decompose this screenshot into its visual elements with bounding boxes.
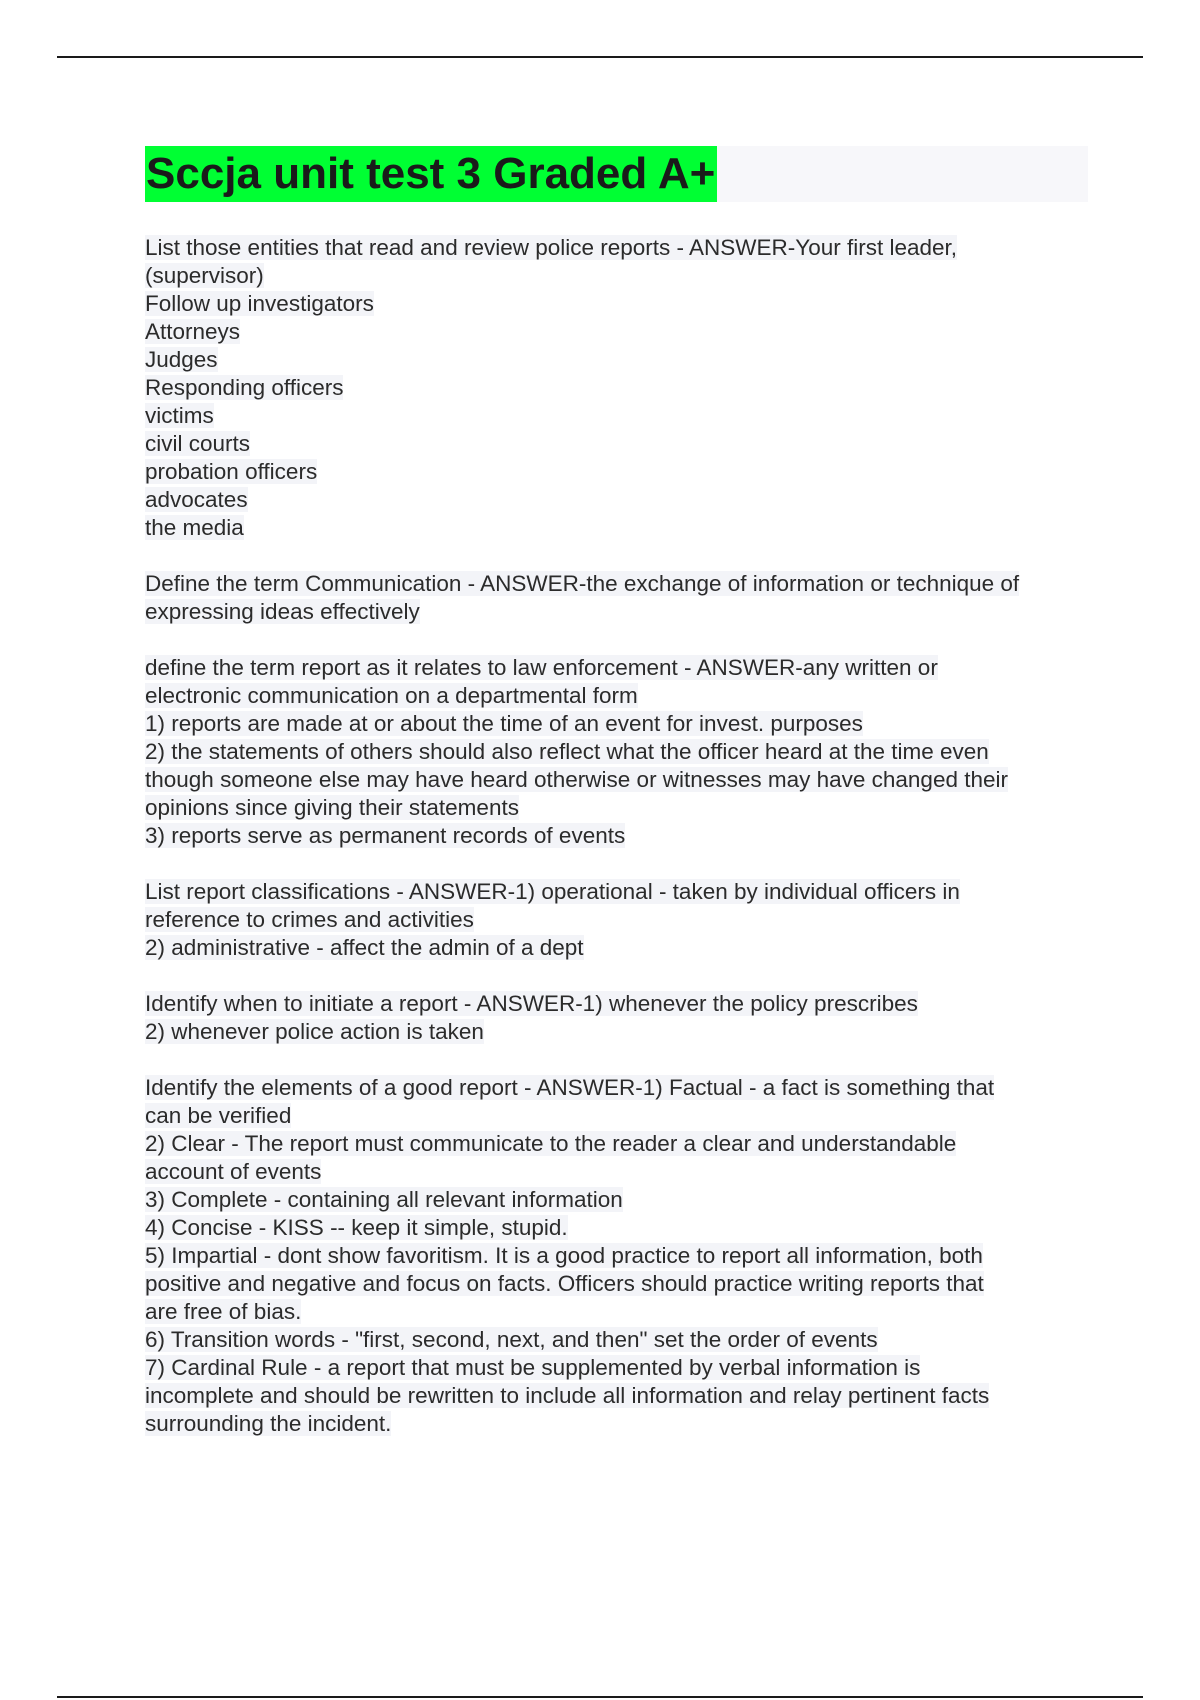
qa-entry-report-definition	[145, 654, 1095, 850]
page-title: Sccja unit test 3 Graded A+	[145, 146, 717, 202]
text-line: expressing ideas effectively	[145, 599, 420, 624]
text-line: are free of bias.	[145, 1299, 302, 1324]
text-line: opinions since giving their statements	[145, 795, 519, 820]
text-line: positive and negative and focus on facts. Officers should practice writing reports that	[145, 1271, 984, 1296]
text-line: Attorneys	[145, 319, 241, 344]
text-line: Responding officers	[145, 375, 344, 400]
text-line: 2) administrative - affect the admin of a dept	[145, 935, 584, 960]
qa-entry-good-report	[145, 1074, 1095, 1438]
text-line: though someone else may have heard otherwise or witnesses may have changed their	[145, 767, 1008, 792]
document-body	[145, 234, 1095, 1466]
qa-entry-entities	[145, 234, 1095, 542]
text-line: 2) the statements of others should also reflect what the officer heard at the time even	[145, 739, 989, 764]
text-line: 3) reports serve as permanent records of events	[145, 823, 626, 848]
text-line: (supervisor)	[145, 263, 264, 288]
text-line: the media	[145, 515, 244, 540]
qa-entry-classifications	[145, 878, 1095, 962]
text-line: probation officers	[145, 459, 318, 484]
text-line: Identify the elements of a good report - ANSWER-1) Factual - a fact is something that	[145, 1075, 995, 1100]
text-line: incomplete and should be rewritten to include all information and relay pertinent facts	[145, 1383, 990, 1408]
text-line: civil courts	[145, 431, 251, 456]
text-line: List those entities that read and review police reports - ANSWER-Your first leader,	[145, 235, 958, 260]
text-line: 2) whenever police action is taken	[145, 1019, 484, 1044]
text-line: advocates	[145, 487, 248, 512]
text-line: Follow up investigators	[145, 291, 374, 316]
qa-entry-initiate-report	[145, 990, 1095, 1046]
text-line: can be verified	[145, 1103, 292, 1128]
text-line: define the term report as it relates to law enforcement - ANSWER-any written or	[145, 655, 938, 680]
text-line: 5) Impartial - dont show favoritism. It is a good practice to report all information, both	[145, 1243, 983, 1268]
text-line: 7) Cardinal Rule - a report that must be supplemented by verbal information is	[145, 1355, 921, 1380]
text-line: victims	[145, 403, 214, 428]
qa-entry-communication	[145, 570, 1095, 626]
text-line: 6) Transition words - "first, second, next, and then" set the order of events	[145, 1327, 878, 1352]
text-line: Judges	[145, 347, 218, 372]
text-line: Identify when to initiate a report - ANSWER-1) whenever the policy prescribes	[145, 991, 918, 1016]
top-divider	[57, 56, 1143, 58]
text-line: surrounding the incident.	[145, 1411, 392, 1436]
text-line: 2) Clear - The report must communicate to the reader a clear and understandable	[145, 1131, 957, 1156]
text-line: 1) reports are made at or about the time of an event for invest. purposes	[145, 711, 863, 736]
text-line: account of events	[145, 1159, 322, 1184]
text-line: reference to crimes and activities	[145, 907, 474, 932]
text-line: electronic communication on a departmental form	[145, 683, 638, 708]
bottom-divider	[57, 1696, 1143, 1698]
text-line: List report classifications - ANSWER-1) operational - taken by individual officers in	[145, 879, 960, 904]
text-line: Define the term Communication - ANSWER-the exchange of information or technique of	[145, 571, 1020, 596]
text-line: 3) Complete - containing all relevant information	[145, 1187, 623, 1212]
text-line: 4) Concise - KISS -- keep it simple, stupid.	[145, 1215, 568, 1240]
